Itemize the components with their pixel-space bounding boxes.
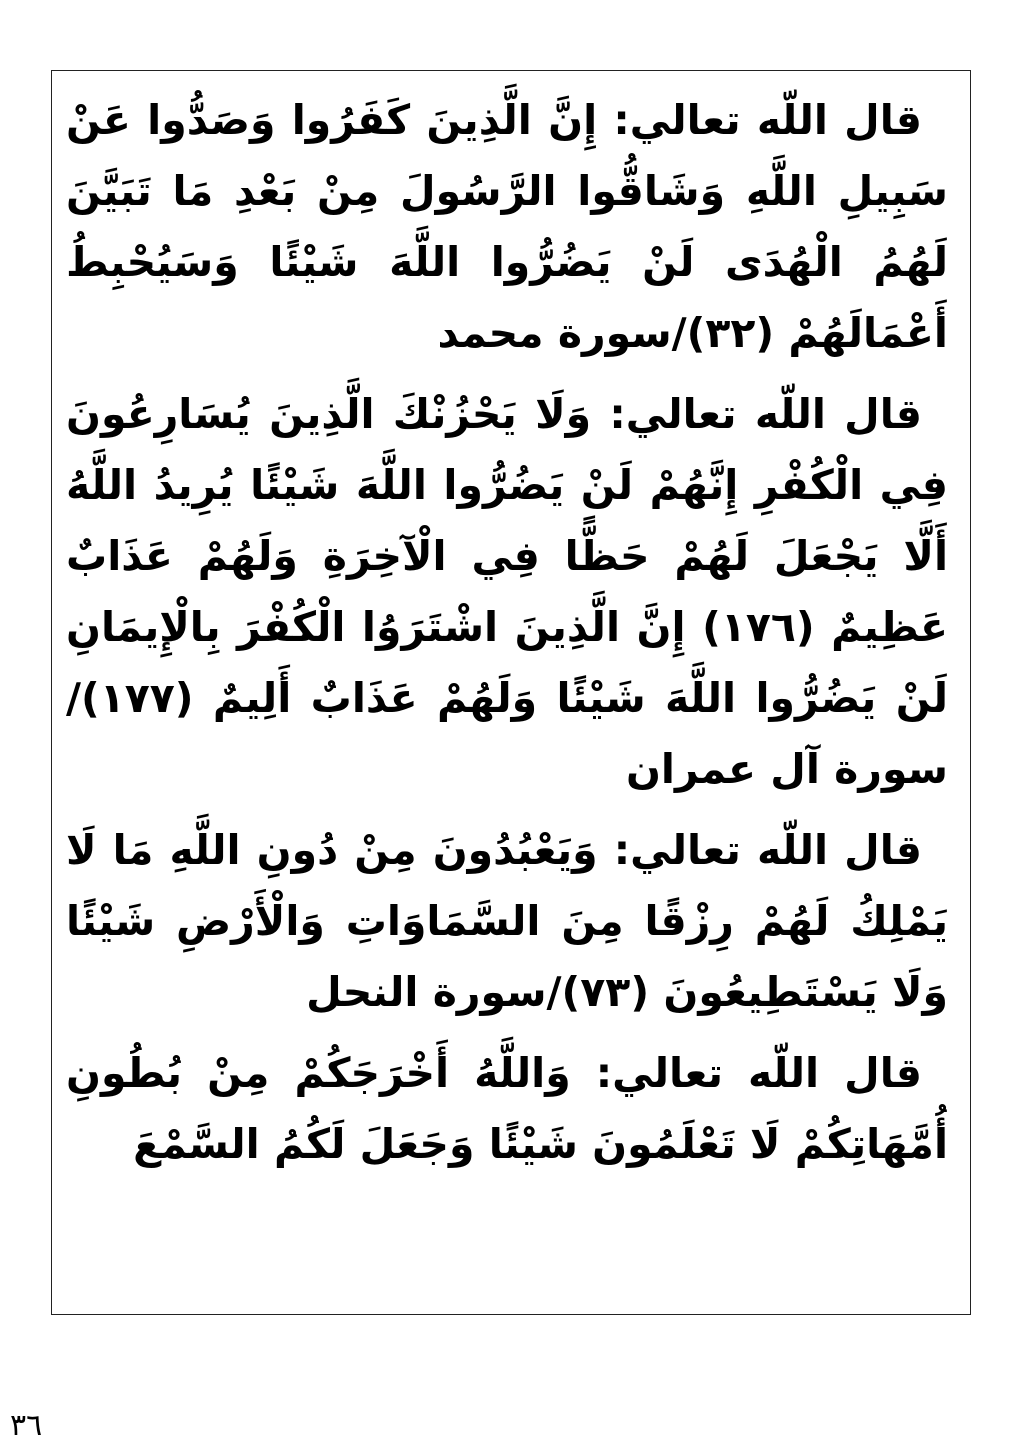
text-frame — [51, 70, 971, 1315]
verse-paragraph-3 — [66, 815, 948, 1028]
verse-text-3: قال اللّه تعالي: وَيَعْبُدُونَ مِنْ دُونِ اللَّهِ مَا لَا يَمْلِكُ لَهُمْ رِزْقًا مِنَ السَّمَاوَاتِ وَالْأَرْضِ شَيْئًا وَلَا يَسْتَطِيعُونَ (٧٣)/سورة النحل — [66, 826, 948, 1016]
verse-text-1: قال اللّه تعالي: إِنَّ الَّذِينَ كَفَرُوا وَصَدُّوا عَنْ سَبِيلِ اللَّهِ وَشَاقُّوا الرَّسُولَ مِنْ بَعْدِ مَا تَبَيَّنَ لَهُمُ الْهُدَى لَنْ يَضُرُّوا اللَّهَ شَيْئًا وَسَيُحْبِطُ أَعْمَالَهُمْ (٣٢)/سورة محمد — [66, 96, 948, 357]
page-content — [52, 71, 970, 1180]
verse-paragraph-4 — [66, 1038, 948, 1180]
verse-text-4: قال اللّه تعالي: وَاللَّهُ أَخْرَجَكُمْ مِنْ بُطُونِ أُمَّهَاتِكُمْ لَا تَعْلَمُونَ شَيْئًا وَجَعَلَ لَكُمُ السَّمْعَ — [66, 1049, 948, 1168]
page-number: ٣٦ — [10, 1408, 43, 1443]
verse-paragraph-1 — [66, 85, 948, 369]
verse-text-2: قال اللّه تعالي: وَلَا يَحْزُنْكَ الَّذِينَ يُسَارِعُونَ فِي الْكُفْرِ إِنَّهُمْ لَنْ يَضُرُّوا اللَّهَ شَيْئًا يُرِيدُ اللَّهُ أَلَّا يَجْعَلَ لَهُمْ حَظًّا فِي الْآخِرَةِ وَلَهُمْ عَذَابٌ عَظِيمٌ (١٧٦) إِنَّ الَّذِينَ اشْتَرَوُا الْكُفْرَ بِالْإِيمَانِ لَنْ يَضُرُّوا اللَّهَ شَيْئًا وَلَهُمْ عَذَابٌ أَلِيمٌ (١٧٧)/سورة آل عمران — [66, 390, 948, 793]
verse-paragraph-2 — [66, 379, 948, 805]
